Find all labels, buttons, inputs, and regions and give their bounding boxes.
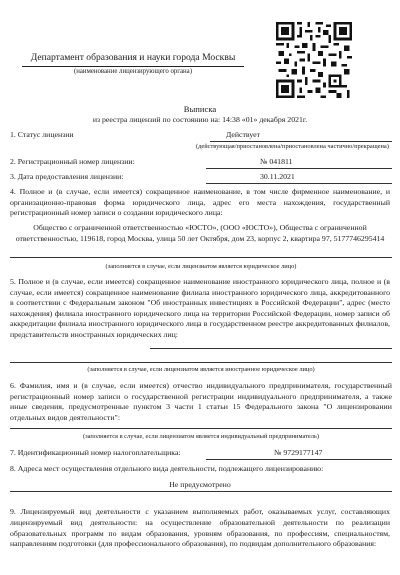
reg-number-label: 2. Регистрационный номер лицензии: (10, 157, 135, 166)
item4-underline (10, 257, 392, 258)
item4-text: 4. Полное и (в случае, если имеется) сокращенное наименование, в том числе фирменное наименование, и организационно-правовая форма юридического лица, адрес его места нахождения, государственный регистрационный номер записи о создании юридического лица: (10, 187, 390, 218)
item9-text: 9. Лицензируемый вид деятельности с указанием выполняемых работ, оказываемых услуг, составляющих лицензируемый вид деятельности: на осуществление образовательной деятельности по реализации образовательных программ по видам образования, уровням образования, по профессиям, специальностям, направлениям подготовки (для профессионального образования), по подвидам дополнительного образования: (10, 507, 390, 549)
item8-label: 8. Адреса мест осуществления отдельного вида деятельности, подлежащего лицензированию: (10, 464, 324, 473)
item6-underline (10, 428, 392, 429)
document-heading: Выписка (183, 104, 217, 114)
issue-date-underline (206, 183, 392, 184)
item5-text: 5. Полное и (в случае, если имеется) сокращенное наименование иностранного юридического лица, полное и (в случае, если имеется) сокращенное наименование филиала иностранного юридического лица, аккредитованного в соответствии с Федеральным законом "Об иностранных инвестициях в Российской Федерации", адрес (место нахождения) филиала иностранного юридического лица на территории Российской Федерации, номер записи об аккредитации филиала иностранного юридического лица в государственном реестре аккредитованных филиалов, представительств иностранных юридических лиц: (10, 277, 390, 339)
item5-underline (10, 362, 392, 363)
status-underline (210, 141, 392, 142)
item4-value: Общество с ограниченной ответственностью «ЮСТО», (ООО «ЮСТО»), Общества с ограниченной ответственностью, 119618, город Москва, улица 50 лет Октября, дом 23, корпус 2, квартира 97, 5177746295414 (15, 223, 385, 243)
item8-value: Не предусмотрено (169, 480, 231, 489)
reg-number-underline (206, 168, 392, 169)
item4-caption: (заполняется в случае, если лицензиатом является юридическое лицо) (105, 263, 297, 270)
inn-underline (206, 459, 392, 460)
issue-date-value: 30.11.2021 (260, 172, 295, 181)
status-label: 1. Статус лицензии (10, 130, 74, 139)
item5-underline-inline (150, 348, 392, 349)
authority-caption: (наименование лицензирующего органа) (74, 68, 192, 75)
licensing-authority-name: Департамент образования и науки города Москвы (30, 52, 236, 63)
status-value: Действует (226, 130, 260, 139)
item5-caption: (заполняется в случае, если лицензиатом является иностранное юридическое лицо) (87, 366, 315, 373)
item6-text: 6. Фамилия, имя и (в случае, если имеется) отчество индивидуального предпринимателя, государственный регистрационный номер записи о государственной регистрации индивидуального предпринимателя, а также иные сведения, предусмотренные пунктом 3 части 1 статьи 15 Федерального закона "О лицензировании отдельных видов деятельности": (10, 381, 392, 422)
reg-number-value: № 041811 (260, 157, 293, 166)
status-caption: (действующая/приостановлена/приостановлена частично/прекращена) (196, 143, 389, 150)
item8-underline (10, 491, 392, 492)
item6-caption: (заполняется в случае, если лицензиатом является индивидуальный предприниматель) (83, 433, 319, 440)
inn-label: 7. Идентификационный номер налогоплательщика: (10, 448, 181, 457)
authority-underline (22, 66, 244, 67)
issue-date-label: 3. Дата предоставления лицензии: (10, 172, 124, 181)
inn-value: № 9729177147 (274, 448, 323, 457)
qr-code-icon (276, 22, 352, 98)
registry-timestamp: из реестра лицензий по состоянию на: 14:38 «01» декабря 2021г. (92, 115, 308, 124)
